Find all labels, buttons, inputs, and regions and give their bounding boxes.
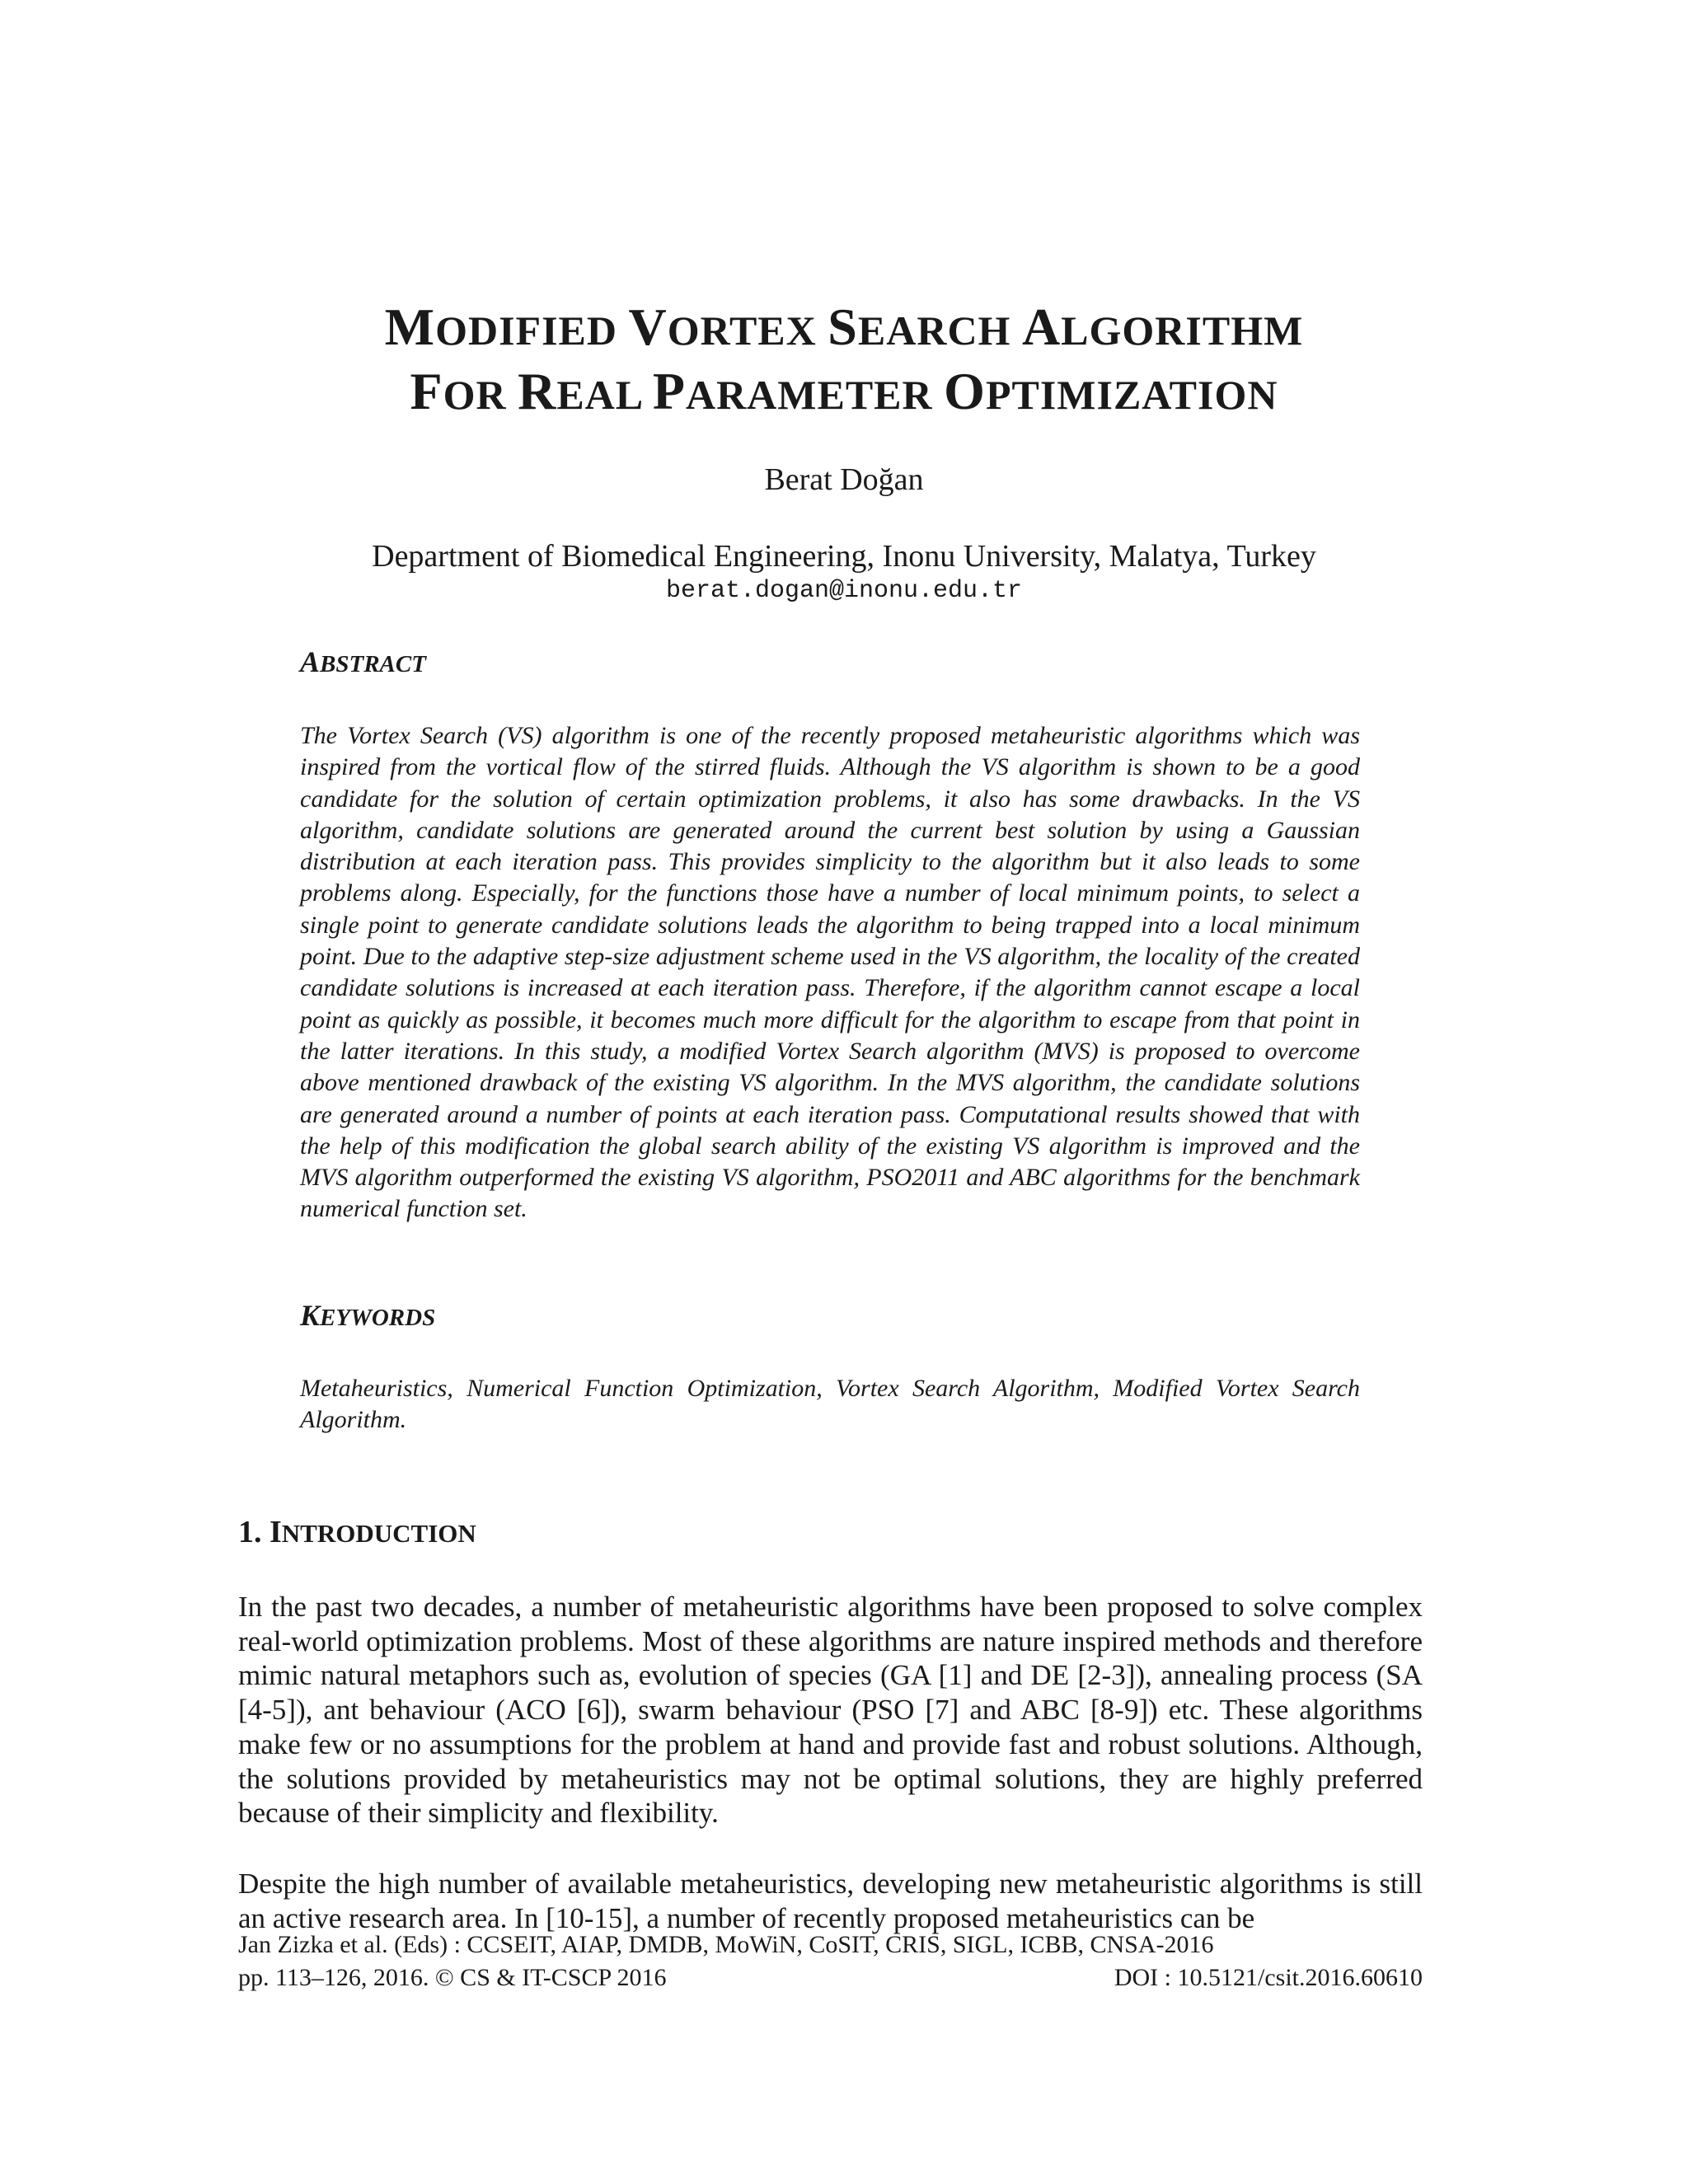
- author-affiliation: Department of Biomedical Engineering, Inonu University, Malatya, Turkey: [372, 539, 1316, 574]
- title-part: A: [1021, 298, 1062, 356]
- footer-citation: [238, 1964, 1423, 1992]
- title-part: EARCH: [857, 307, 1022, 354]
- introduction-paragraph: Despite the high number of available metaheuristics, developing new metaheuristic algorithms is still an active research area. In [10-15], a number of recently proposed metaheuristics can be: [238, 1868, 1423, 1934]
- title-part: M: [384, 298, 436, 356]
- author-name: Berat Doğan: [764, 462, 924, 497]
- title-part: ORTEX: [667, 307, 828, 354]
- section-number: 1.: [238, 1515, 270, 1549]
- footer-pages: pp. 113–126, 2016. © CS & IT-CSCP 2016: [238, 1964, 667, 1991]
- footer-proceedings: Jan Zizka et al. (Eds) : CCSEIT, AIAP, DMDB, MoWiN, CoSIT, CRIS, SIGL, ICBB, CNSA-2016: [238, 1931, 1214, 1958]
- title-part: ODIFIED: [435, 307, 629, 354]
- title-part: S: [828, 298, 858, 356]
- title-part: PTIMIZATION: [985, 372, 1278, 418]
- keywords-text: Metaheuristics, Numerical Function Optimization, Vortex Search Algorithm, Modified Vortex Search Algorithm.: [300, 1375, 1360, 1434]
- introduction-paragraph: In the past two decades, a number of metaheuristic algorithms have been proposed to solve complex real-world optimization problems. Most of these algorithms are nature inspired methods and therefore mimic natural metaphors such as, evolution of species (GA [1] and DE [2-3]), annealing process (SA [4-5]), ant behaviour (ACO [6]), swarm behaviour (PSO [7] and ABC [8-9]) etc. These algorithms make few or no assumptions for the problem at hand and provide fast and robust solutions. Although, the solutions provided by metaheuristics may not be optimal solutions, they are highly preferred because of their simplicity and flexibility.: [238, 1591, 1423, 1830]
- author-email[interactable]: berat.dogan@inonu.edu.tr: [665, 577, 1023, 605]
- title-part: V: [628, 298, 668, 356]
- heading-initial: K: [300, 1299, 321, 1332]
- title-part: P: [652, 362, 686, 420]
- introduction-heading: [238, 1514, 476, 1550]
- heading-rest: NTRODUCTION: [281, 1519, 476, 1548]
- abstract-text: The Vortex Search (VS) algorithm is one of the recently proposed metaheuristic algorithms which was inspired from the vortical flow of the stirred fluids. Although the VS algorithm is shown to be a good candidate for the solution of certain optimization problems, it also has some drawbacks. In the VS algorithm, candidate solutions are generated around the current best solution by using a Gaussian distribution at each iteration pass. This provides simplicity to the algorithm but it also leads to some problems along. Especially, for the functions those have a number of local minimum points, to select a single point to generate candidate solutions leads the algorithm to being trapped into a local minimum point. Due to the adaptive step-size adjustment scheme used in the VS algorithm, the locality of the created candidate solutions is increased at each iteration pass. Therefore, if the algorithm cannot escape a local point as quickly as possible, it becomes much more difficult for the algorithm to escape from that point in the latter iterations. In this study, a modified Vortex Search algorithm (MVS) is proposed to overcome above mentioned drawback of the existing VS algorithm. In the MVS algorithm, the candidate solutions are generated around a number of points at each iteration pass. Computational results showed that with the help of this modification the global search ability of the existing VS algorithm is improved and the MVS algorithm outperformed the existing VS algorithm, PSO2011 and ABC algorithms for the benchmark numerical function set.: [300, 722, 1360, 1223]
- title-part: F: [410, 362, 443, 420]
- paper-title-line-1: [0, 297, 1688, 358]
- abstract-heading: [300, 644, 426, 679]
- paper-title-line-2: [0, 361, 1688, 422]
- title-part: ARAMETER: [685, 372, 945, 418]
- title-part: OR: [443, 372, 518, 418]
- heading-initial: A: [300, 645, 321, 678]
- keywords-heading: [300, 1298, 435, 1333]
- title-part: LGORITHM: [1061, 307, 1304, 354]
- footer-doi: DOI : 10.5121/csit.2016.60610: [1114, 1964, 1423, 1991]
- title-part: EAL: [556, 372, 653, 418]
- heading-rest: BSTRACT: [320, 651, 426, 677]
- title-part: O: [944, 362, 986, 420]
- heading-rest: EYWORDS: [320, 1305, 436, 1331]
- heading-initial: I: [270, 1515, 282, 1549]
- title-part: R: [518, 362, 557, 420]
